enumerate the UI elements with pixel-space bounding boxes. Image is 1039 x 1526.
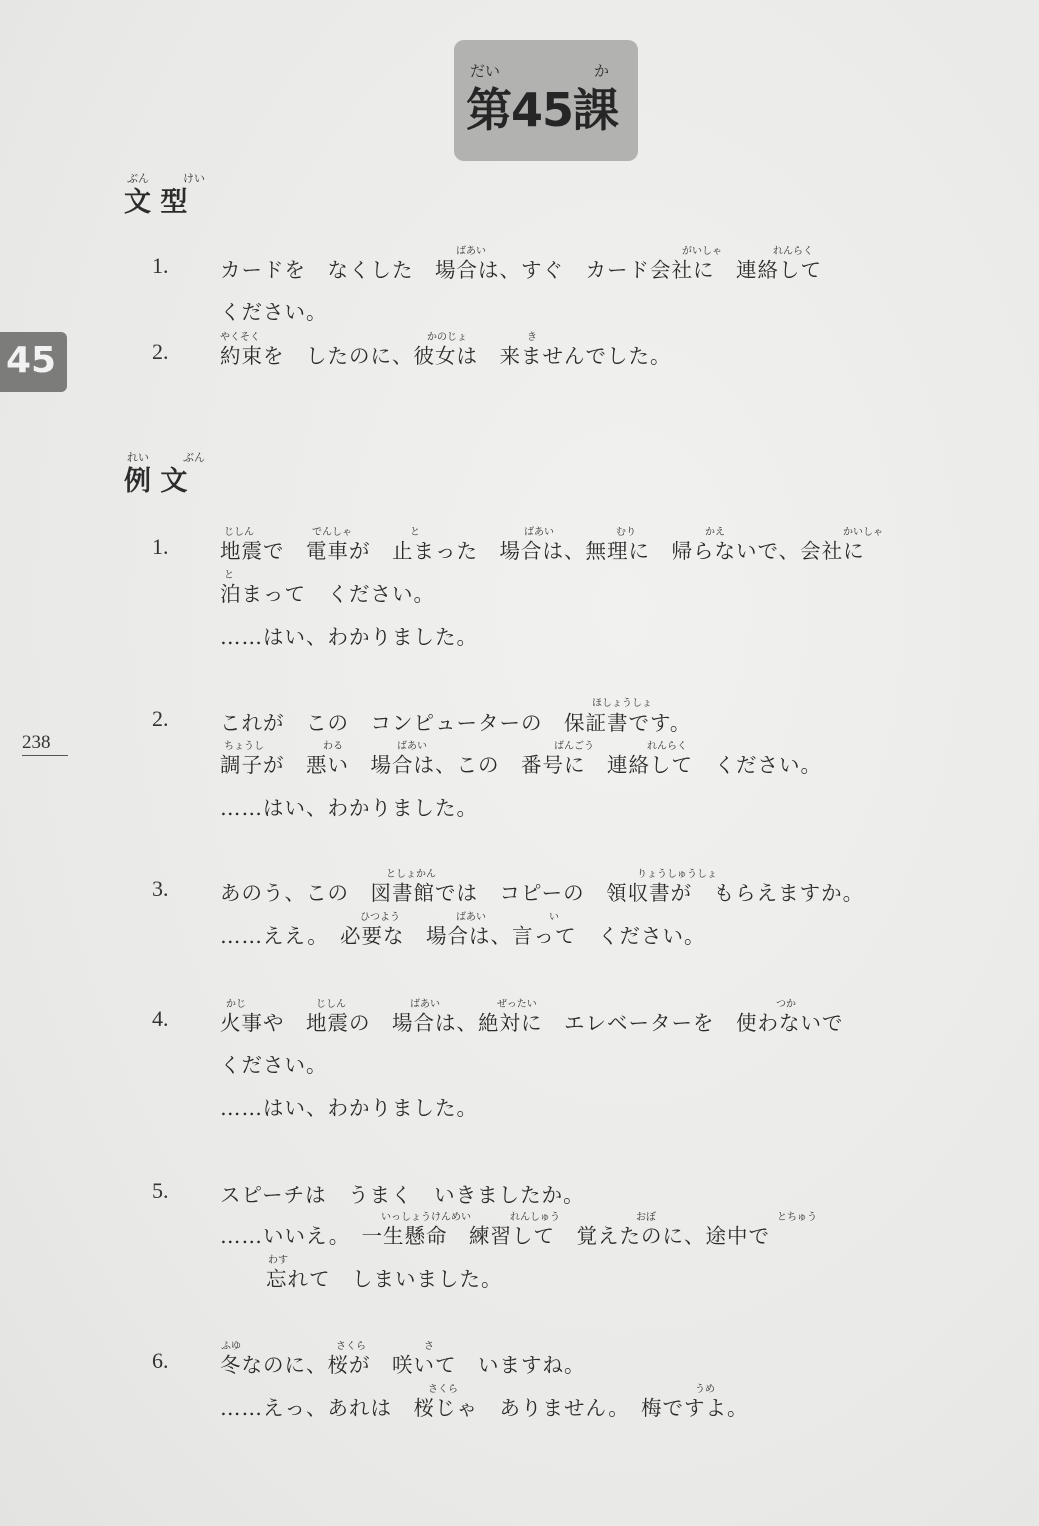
- bunkei-1-line-1: カードを なくした 場合は、すぐ カード会社に 連絡して: [220, 258, 822, 282]
- ruby: と: [224, 570, 234, 581]
- ruby: さくら: [428, 1384, 458, 1395]
- lesson-title: 第45課: [466, 83, 619, 137]
- ruby: むり: [616, 527, 636, 538]
- reibun-4-line-3: ……はい、わかりました。: [220, 1096, 478, 1120]
- reibun-1-line-2: 泊まって ください。: [220, 582, 435, 606]
- bunkei-1-line-2: ください。: [220, 300, 328, 324]
- ruby: やくそく: [220, 332, 260, 343]
- ruby: さくら: [336, 1341, 366, 1352]
- ruby: ばあい: [524, 527, 554, 538]
- reibun-3-line-1: あのう、この 図書館では コピーの 領収書が もらえますか。: [220, 881, 865, 905]
- reibun-4-line-1: 火事や 地震の 場合は、絶対に エレベーターを 使わないで: [220, 1011, 844, 1035]
- ruby: じしん: [224, 527, 254, 538]
- reibun-6-number: 6.: [152, 1348, 169, 1373]
- chapter-tab-number: 45: [5, 340, 57, 381]
- ruby: いっしょうけんめい: [381, 1212, 471, 1223]
- bunkei-2-line-1: 約束を したのに、彼女は 来ませんでした。: [220, 344, 672, 368]
- title-ruby-ka: か: [594, 62, 610, 80]
- ruby: ばあい: [397, 741, 427, 752]
- ruby: れんらく: [773, 246, 813, 257]
- ruby: ばんごう: [554, 741, 594, 752]
- reibun-2-line-1: これが この コンピューターの 保証書です。: [220, 711, 692, 735]
- reibun-6-line-1: 冬なのに、桜が 咲いて いますね。: [220, 1353, 586, 1377]
- ruby: と: [410, 527, 420, 538]
- reibun-ruby-bun: ぶん: [183, 451, 205, 464]
- reibun-1-line-1: 地震で 電車が 止まった 場合は、無理に 帰らないで、会社に: [220, 539, 865, 563]
- ruby: ばあい: [456, 912, 486, 923]
- ruby: ふゆ: [221, 1341, 241, 1352]
- chapter-tab: [0, 332, 67, 392]
- ruby: とちゅう: [777, 1212, 817, 1223]
- ruby: い: [549, 912, 559, 923]
- ruby: き: [527, 332, 537, 343]
- bunkei-heading: 文 型: [124, 187, 188, 218]
- reibun-2-line-3: ……はい、わかりました。: [220, 796, 478, 820]
- ruby: かじ: [226, 999, 246, 1010]
- bunkei-2-number: 2.: [152, 339, 169, 364]
- reibun-heading: 例 文: [124, 466, 188, 497]
- bunkei-ruby-bun: ぶん: [127, 172, 149, 185]
- ruby: でんしゃ: [312, 527, 352, 538]
- ruby: ちょうし: [224, 741, 264, 752]
- page-number: 238: [22, 732, 68, 756]
- ruby: かのじょ: [427, 332, 467, 343]
- title-ruby-dai: だい: [470, 62, 501, 80]
- ruby: おぼ: [636, 1212, 656, 1223]
- ruby: かえ: [705, 527, 725, 538]
- ruby: つか: [776, 999, 796, 1010]
- reibun-4-number: 4.: [152, 1006, 169, 1031]
- reibun-1-line-3: ……はい、わかりました。: [220, 625, 478, 649]
- reibun-6-line-2: ……えっ、あれは 桜じゃ ありません。 梅ですよ。: [220, 1396, 749, 1420]
- reibun-2-number: 2.: [152, 706, 169, 731]
- ruby: ばあい: [410, 999, 440, 1010]
- ruby: さ: [424, 1341, 434, 1352]
- bunkei-1-number: 1.: [152, 253, 169, 278]
- reibun-3-number: 3.: [152, 876, 169, 901]
- ruby: としょかん: [386, 869, 436, 880]
- reibun-5-line-2: ……いいえ。 一生懸命 練習して 覚えたのに、途中で: [220, 1224, 770, 1248]
- ruby: ほしょうしょ: [592, 698, 652, 709]
- ruby: ばあい: [456, 246, 486, 257]
- reibun-3-line-2: ……ええ。 必要な 場合は、言って ください。: [220, 924, 706, 948]
- reibun-4-line-2: ください。: [220, 1053, 328, 1077]
- ruby: がいしゃ: [682, 246, 722, 257]
- reibun-1-number: 1.: [152, 534, 169, 559]
- ruby: うめ: [695, 1384, 715, 1395]
- ruby: ぜったい: [497, 999, 537, 1010]
- ruby: わす: [268, 1255, 288, 1266]
- ruby: りょうしゅうしょ: [637, 869, 717, 880]
- reibun-ruby-rei: れい: [127, 451, 149, 464]
- bunkei-ruby-kei: けい: [183, 172, 205, 185]
- ruby: れんらく: [647, 741, 687, 752]
- ruby: かいしゃ: [843, 527, 883, 538]
- reibun-5-number: 5.: [152, 1178, 169, 1203]
- ruby: じしん: [316, 999, 346, 1010]
- ruby: れんしゅう: [510, 1212, 560, 1223]
- ruby: ひつよう: [360, 912, 400, 923]
- reibun-5-line-3: 忘れて しまいました。: [266, 1267, 503, 1291]
- reibun-5-line-1: スピーチは うまく いきましたか。: [220, 1183, 585, 1207]
- ruby: わる: [323, 741, 343, 752]
- reibun-2-line-2: 調子が 悪い 場合は、この 番号に 連絡して ください。: [220, 753, 822, 777]
